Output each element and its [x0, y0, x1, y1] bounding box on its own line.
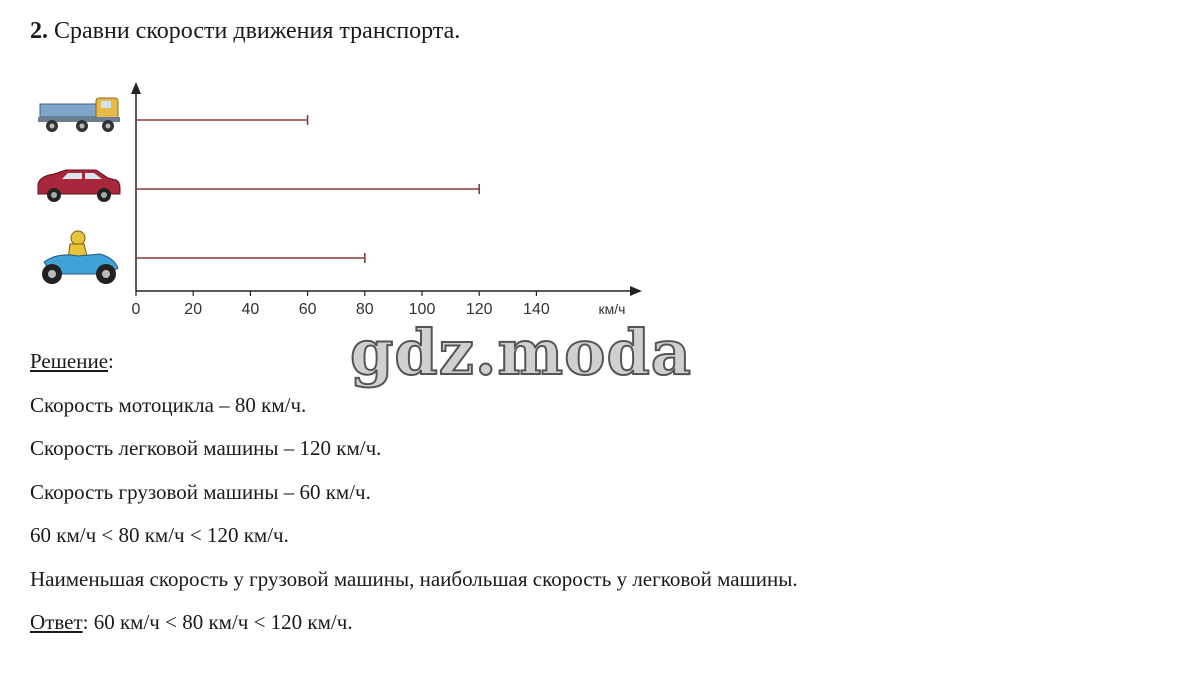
car-icon — [38, 170, 120, 202]
y-axis-arrow — [131, 82, 141, 94]
solution-heading-label: Решение — [30, 349, 109, 373]
solution-line-conclusion: Наименьшая скорость у грузовой машины, наибольшая скорость у легковой машины. — [30, 566, 798, 591]
x-tick-label: 120 — [465, 301, 493, 318]
task-number: 2. — [30, 18, 48, 44]
x-tick-label: 20 — [184, 301, 203, 318]
solution-line-truck: Скорость грузовой машины – 60 км/ч. — [30, 479, 371, 504]
x-tick-label: 140 — [523, 301, 550, 318]
x-tick-label: 60 — [298, 301, 317, 318]
motorcycle-icon — [42, 231, 118, 284]
task-text: Сравни скорости движения транспорта. — [54, 18, 461, 44]
watermark: gdz.moda — [350, 316, 692, 389]
solution-line-motorcycle: Скорость мотоцикла – 80 км/ч. — [30, 392, 307, 417]
solution-line-car: Скорость легковой машины – 120 км/ч. — [30, 436, 382, 460]
answer-line — [30, 601, 798, 645]
speed-chart — [0, 70, 700, 330]
x-tick-label: 40 — [241, 301, 260, 318]
task-title — [30, 18, 460, 45]
x-axis-arrow — [630, 286, 642, 296]
x-tick-label: 80 — [355, 301, 374, 318]
x-axis-unit-label: км/ч — [598, 301, 626, 317]
x-tick-label: 100 — [408, 301, 436, 318]
answer-label: Ответ — [30, 610, 83, 634]
x-tick-label: 0 — [131, 301, 141, 318]
solution-heading — [30, 340, 798, 384]
solution-heading-colon: : — [108, 349, 114, 373]
solution-line-comparison: 60 км/ч < 80 км/ч < 120 км/ч. — [30, 523, 289, 547]
solution — [30, 340, 798, 645]
answer-text: : 60 км/ч < 80 км/ч < 120 км/ч. — [82, 610, 353, 634]
truck-icon — [38, 98, 120, 132]
